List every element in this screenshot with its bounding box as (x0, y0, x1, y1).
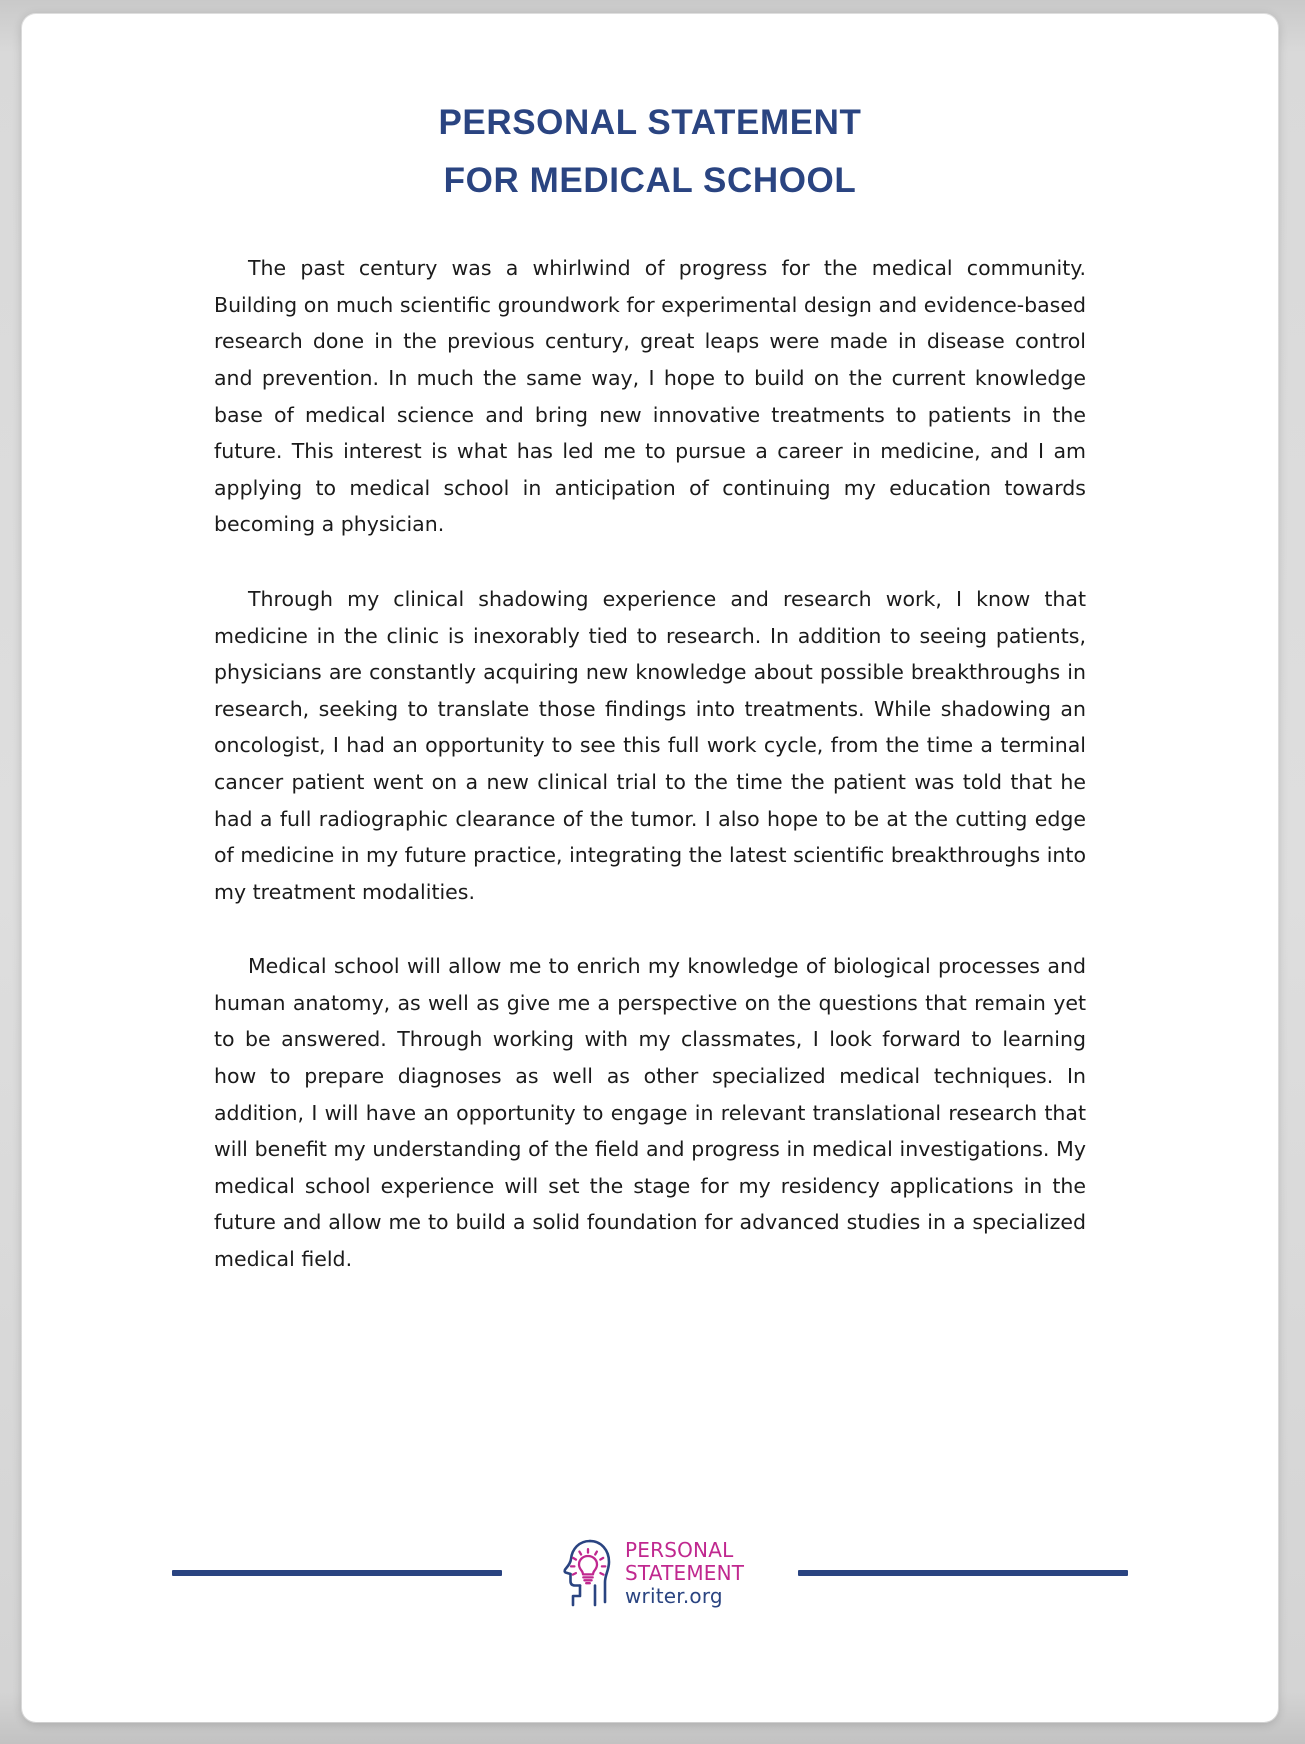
brand-logo-line-1: PERSONAL (625, 1538, 734, 1562)
footer-rule-left (172, 1570, 502, 1576)
document-body (214, 210, 1086, 1277)
document-content (22, 14, 1278, 1722)
paragraph-2: Through my clinical shadowing experience and research work, I know that medicine in the clinic is inexorably tied to research. In addition to seeing patients, physicians are constantly acquiring new knowledge about possible breakthroughs in research, seeking to translate those findings into treatments. While shadowing an oncologist, I had an opportunity to see this full work cycle, from the time a terminal cancer patient went on a new clinical trial to the time the patient was told that he had a full radiographic clearance of the tumor. I also hope to be at the cutting edge of medicine in my future practice, integrating the latest scientific breakthroughs into my treatment modalities. (214, 586, 1086, 904)
document-paper (22, 14, 1278, 1722)
document-footer (22, 1536, 1278, 1610)
brand-logo-text (625, 1540, 744, 1606)
page-title (22, 14, 1278, 210)
head-lightbulb-icon (560, 1536, 616, 1610)
page-title-line-1: PERSONAL STATEMENT (438, 103, 862, 142)
brand-logo-line-3: writer.org (625, 1584, 723, 1608)
footer-rule-right (798, 1570, 1128, 1576)
paragraph-3: Medical school will allow me to enrich my knowledge of biological processes and human anatomy, as well as give me a perspective on the questions that remain yet to be answered. Through working with my classmates, I look forward to learning how to prepare diagnoses as well as other specialized medical techniques. In addition, I will have an opportunity to engage in relevant translational research that will benefit my understanding of the field and progress in medical investigations. My medical school experience will set the stage for my residency applications in the future and allow me to build a solid foundation for advanced studies in a specialized medical field. (214, 954, 1086, 1272)
brand-logo-line-2: STATEMENT (625, 1561, 745, 1585)
brand-logo (560, 1536, 745, 1610)
paragraph-1: The past century was a whirlwind of progress for the medical community. Building on much scientific groundwork for experimental design and evidence-based research done in the previous century, great leaps were made in disease control and prevention. In much the same way, I hope to build on the current knowledge base of medical science and bring new innovative treatments to patients in the future. This interest is what has led me to pursue a career in medicine, and I am applying to medical school in anticipation of continuing my education towards becoming a physician. (214, 256, 1086, 537)
page-title-line-2: FOR MEDICAL SCHOOL (443, 161, 857, 201)
